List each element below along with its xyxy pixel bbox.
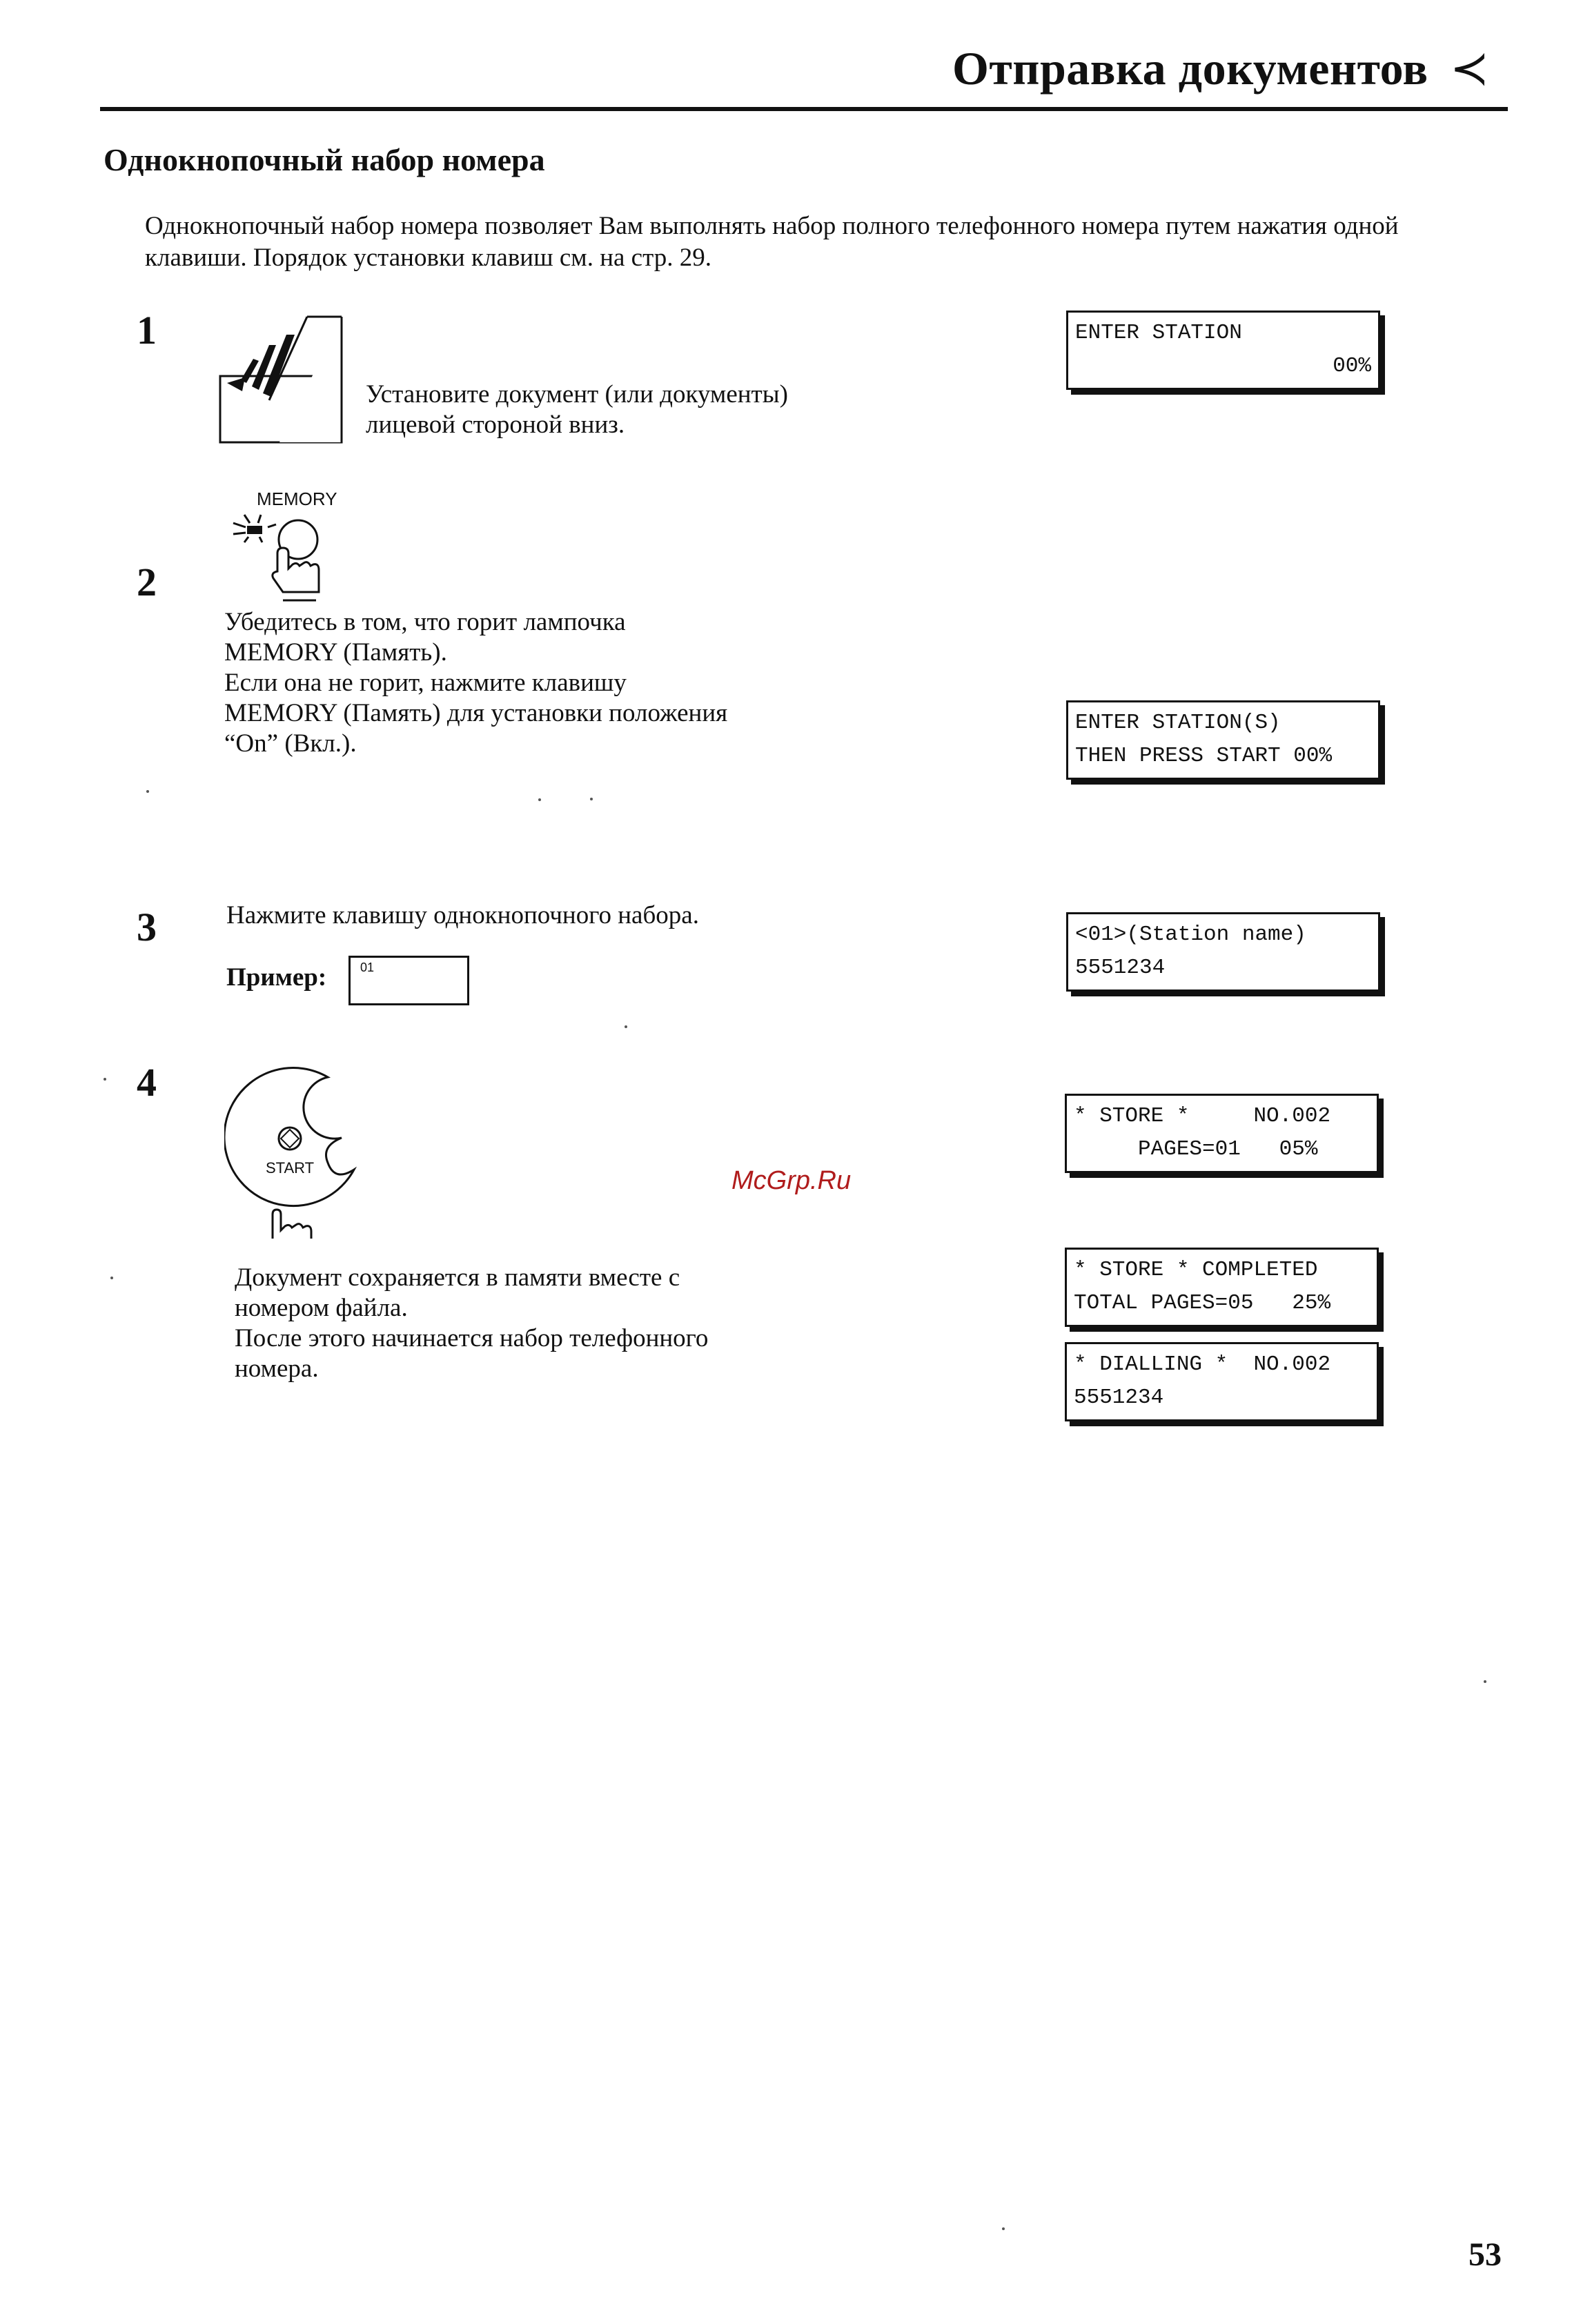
scan-speck: [590, 798, 593, 800]
lcd-display-enter-stations: [1066, 700, 1380, 780]
lcd-display-station-name: [1066, 912, 1380, 992]
scan-speck: [538, 798, 541, 801]
header-arrow-icon: ≺: [1450, 42, 1490, 95]
scan-speck: [146, 790, 149, 793]
lcd-line-2: PAGES=01 05%: [1074, 1137, 1318, 1161]
lcd-line-2: 5551234: [1075, 956, 1166, 980]
start-button-icon: [224, 1066, 369, 1249]
page-header-title: [952, 41, 1490, 96]
step-2-line-1: Убедитесь в том, что горит лампочка: [224, 608, 626, 636]
lcd-line-1: * STORE * NO.002: [1074, 1104, 1331, 1128]
lcd-line-2: 5551234: [1074, 1386, 1164, 1410]
example-label: Пример:: [226, 963, 327, 992]
scan-speck: [104, 1078, 106, 1081]
memory-button-icon: [228, 511, 331, 611]
step-2-line-5: “On” (Вкл.).: [224, 729, 357, 758]
scan-speck: [1002, 2227, 1005, 2230]
step-1-number: 1: [137, 308, 157, 353]
lcd-line-1: ENTER STATION(S): [1075, 711, 1281, 735]
one-touch-key-label: 01: [360, 961, 375, 974]
header-title-text: Отправка документов: [952, 42, 1428, 95]
step-2-line-4: MEMORY (Память) для установки положения: [224, 699, 728, 727]
section-title: Однокнопочный набор номера: [104, 142, 545, 177]
lcd-display-store-completed: [1065, 1248, 1379, 1327]
page-number: 53: [1468, 2236, 1502, 2273]
lcd-line-2: 00%: [1333, 354, 1371, 378]
step-1-text: [366, 380, 987, 440]
step-4-line-1: Документ сохраняется в памяти вместе с: [235, 1263, 680, 1292]
step-2-number: 2: [137, 560, 157, 604]
step-3-number: 3: [137, 905, 157, 949]
step-3-text: Нажмите клавишу однокнопочного набора.: [226, 901, 699, 929]
lcd-line-1: <01>(Station name): [1075, 923, 1306, 947]
step-4-line-2: номером файла.: [235, 1294, 408, 1322]
step-1-line-2: лицевой стороной вниз.: [366, 411, 625, 439]
scan-speck: [110, 1277, 113, 1279]
scan-speck: [1484, 1680, 1486, 1683]
lcd-display-enter-station: [1066, 311, 1380, 390]
one-touch-key-example: [348, 956, 469, 1005]
memory-label: MEMORY: [257, 489, 337, 509]
scan-speck: [625, 1025, 627, 1028]
lcd-line-1: ENTER STATION: [1075, 321, 1242, 345]
start-label: START: [266, 1159, 315, 1176]
step-1-line-1: Установите документ (или документы): [366, 380, 788, 408]
step-4-line-4: номера.: [235, 1355, 319, 1383]
lcd-line-1: * STORE * COMPLETED: [1074, 1258, 1318, 1282]
step-2-line-2: MEMORY (Память).: [224, 638, 447, 667]
document-feed-icon: [217, 314, 348, 449]
step-4-text: [235, 1263, 925, 1384]
lcd-display-dialling: [1065, 1342, 1379, 1421]
lcd-line-1: * DIALLING * NO.002: [1074, 1352, 1331, 1377]
step-2-line-3: Если она не горит, нажмите клавишу: [224, 669, 627, 697]
step-4-number: 4: [137, 1060, 157, 1105]
lcd-display-store: [1065, 1094, 1379, 1173]
step-2-text: [224, 607, 914, 759]
lcd-line-2: TOTAL PAGES=05 25%: [1074, 1291, 1331, 1315]
header-rule: [100, 107, 1508, 111]
watermark-text: McGrp.Ru: [731, 1166, 852, 1195]
step-4-line-3: После этого начинается набор телефонного: [235, 1324, 709, 1352]
intro-paragraph: Однокнопочный набор номера позволяет Вам выполнять набор полного телефонного номера путем нажатия одной клавиши. Порядок установки клавиш см. на стр. 29.: [145, 212, 1399, 272]
lcd-line-2: THEN PRESS START 00%: [1075, 744, 1333, 768]
